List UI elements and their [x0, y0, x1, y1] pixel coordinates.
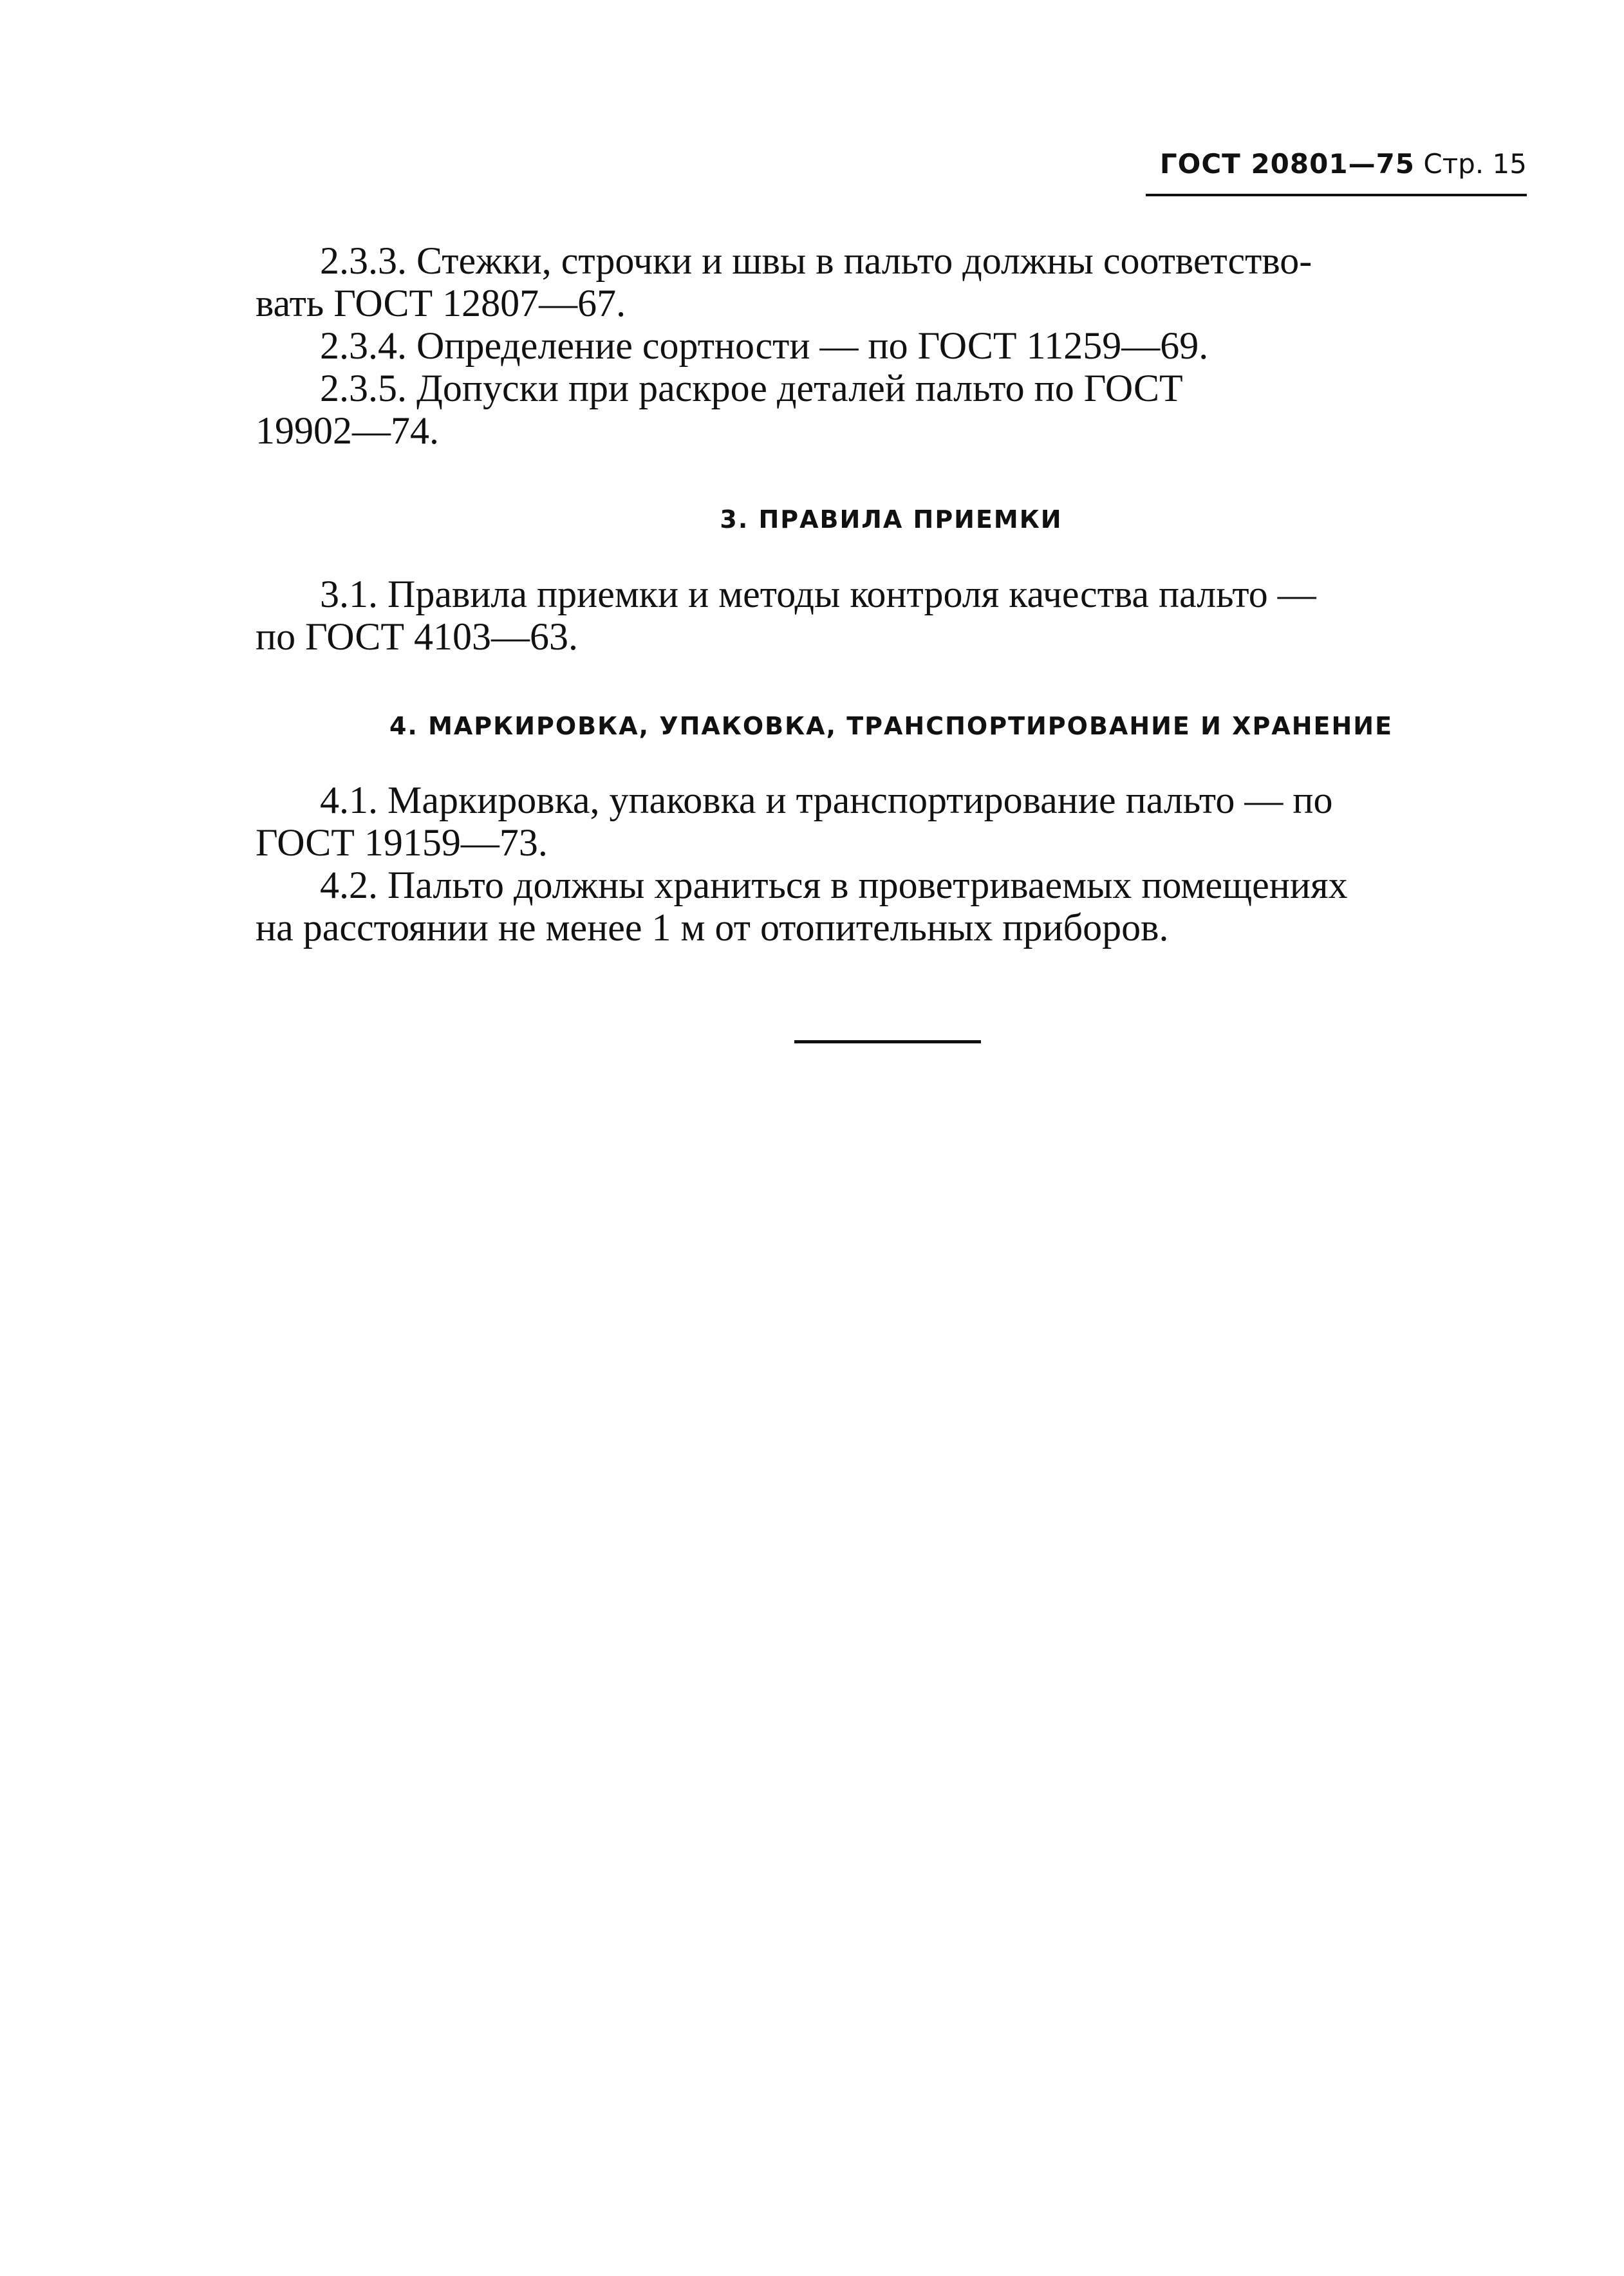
word: Допуски	[416, 367, 559, 409]
word: строчки	[561, 239, 693, 282]
page-header	[1146, 145, 1527, 196]
section-heading-4: 4. МАРКИРОВКА, УПАКОВКА, ТРАНСПОРТИРОВАНИЕ И ХРАНЕНИЕ	[389, 712, 1394, 740]
paragraph-2-3-3	[256, 239, 1527, 324]
word: должны	[962, 239, 1094, 282]
word: контроля	[850, 573, 1000, 615]
word: храниться	[654, 864, 821, 906]
word: 4.2.	[320, 864, 378, 906]
word: 2.3.5.	[320, 367, 407, 409]
word: приемки	[536, 573, 679, 615]
paragraph-line: вать ГОСТ 12807—67.	[256, 282, 626, 324]
word: пальто	[843, 239, 953, 282]
paragraph-line: ГОСТ 19159—73.	[256, 821, 548, 864]
word: Правила	[387, 573, 527, 615]
word: Стежки,	[416, 239, 552, 282]
word: по	[1293, 779, 1333, 821]
word: пальто	[1125, 779, 1235, 821]
word: ГОСТ	[1083, 367, 1183, 409]
standard-number: ГОСТ 20801—75	[1159, 148, 1415, 180]
paragraph-line	[256, 779, 1527, 821]
word: и	[702, 239, 723, 282]
word: проветриваемых	[858, 864, 1132, 906]
word: в	[830, 864, 849, 906]
paragraph-2-3-4	[256, 324, 1527, 367]
section-heading-3: 3. ПРАВИЛА ПРИЕМКИ	[720, 505, 1063, 534]
paragraph-line: 2.3.4. Определение сортности — по ГОСТ 11259—69.	[320, 324, 1209, 367]
paragraph-4-2	[256, 864, 1527, 949]
word: пальто —	[1159, 573, 1316, 615]
word: 4.1.	[320, 779, 378, 821]
paragraph-4-1	[256, 779, 1527, 864]
paragraph-3-1	[256, 573, 1527, 658]
word: должны	[513, 864, 645, 906]
word: деталей	[776, 367, 906, 409]
paragraph-line: 19902—74.	[256, 409, 439, 452]
paragraph-line: по ГОСТ 4103—63.	[256, 615, 579, 658]
word: Пальто	[387, 864, 504, 906]
word: швы	[732, 239, 807, 282]
word: Маркировка,	[387, 779, 600, 821]
word: —	[1244, 779, 1283, 821]
word: раскрое	[639, 367, 767, 409]
paragraph-line	[256, 367, 1527, 409]
end-rule	[794, 1040, 981, 1043]
paragraph-line	[256, 573, 1527, 615]
word: по	[1034, 367, 1074, 409]
word: в	[816, 239, 834, 282]
word: 2.3.3.	[320, 239, 407, 282]
paragraph-line	[256, 864, 1527, 906]
word: 3.1.	[320, 573, 378, 615]
word: транспортирование	[796, 779, 1116, 821]
page-number: Стр. 15	[1423, 148, 1527, 180]
word: при	[568, 367, 630, 409]
paragraph-2-3-5	[256, 367, 1527, 452]
paragraph-line: на расстоянии не менее 1 м от отопительных приборов.	[256, 906, 1169, 949]
word: и	[688, 573, 709, 615]
word: соответство-	[1103, 239, 1312, 282]
word: и	[765, 779, 787, 821]
word: качества	[1009, 573, 1150, 615]
word: помещениях	[1141, 864, 1348, 906]
word: пальто	[915, 367, 1025, 409]
word: упаковка	[609, 779, 756, 821]
word: методы	[718, 573, 841, 615]
paragraph-line	[256, 239, 1527, 282]
